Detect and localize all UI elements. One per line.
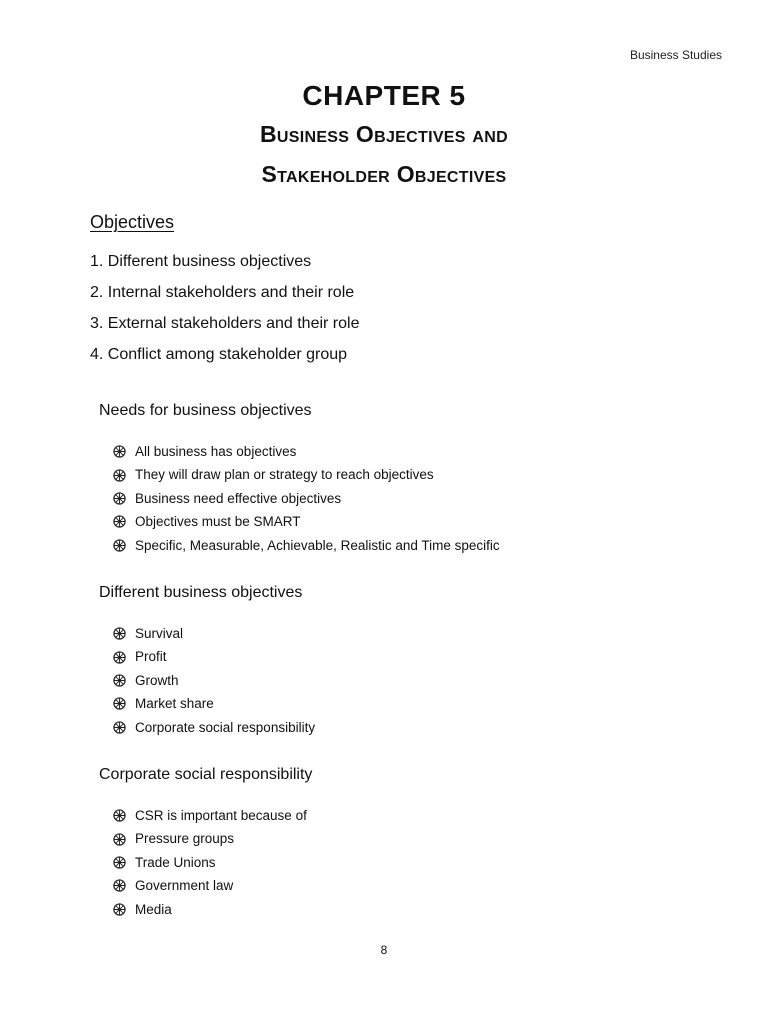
- bullet-text: Survival: [135, 626, 184, 641]
- wheel-bullet-icon: [113, 879, 126, 892]
- section-bullets-different-objectives: [113, 622, 315, 739]
- page-number: 8: [380, 943, 388, 957]
- bullet-text: Profit: [135, 649, 167, 665]
- wheel-bullet-icon: [113, 469, 126, 482]
- chapter-title: CHAPTER 5: [302, 80, 466, 111]
- bullet-item: [113, 510, 500, 533]
- bullet-text: Specific, Measurable, Achievable, Realistic and Time specific: [135, 537, 500, 553]
- bullet-item: [113, 487, 500, 510]
- bullet-text: Media: [135, 901, 172, 917]
- bullet-text: Objectives must be SMART: [135, 514, 301, 530]
- wheel-bullet-icon: [113, 445, 126, 458]
- bullet-text: Business need effective objectives: [135, 490, 342, 506]
- wheel-bullet-icon: [113, 833, 126, 846]
- bullet-text: All business has objectives: [135, 444, 297, 459]
- bullet-item: [113, 463, 500, 486]
- page-header: Business Studies: [629, 48, 722, 62]
- bullet-item: [113, 440, 500, 463]
- bullet-text: Pressure groups: [135, 831, 235, 847]
- bullet-item: [113, 692, 315, 715]
- bullet-text: Corporate social responsibility: [135, 719, 316, 735]
- section-title-csr: Corporate social responsibility: [99, 766, 313, 783]
- bullet-item: [113, 645, 315, 668]
- bullet-item: [113, 669, 315, 692]
- bullet-text: They will draw plan or strategy to reach objectives: [135, 467, 434, 483]
- bullet-item: [113, 898, 307, 921]
- section-title-different-objectives: Different business objectives: [99, 584, 303, 601]
- bullet-item: [113, 827, 307, 850]
- objective-item: 3. External stakeholders and their role: [90, 315, 360, 332]
- wheel-bullet-icon: [113, 492, 126, 505]
- wheel-bullet-icon: [113, 721, 126, 734]
- wheel-bullet-icon: [113, 903, 126, 916]
- chapter-subtitle-line-2: Stakeholder Objectives: [261, 161, 507, 187]
- bullet-text: Market share: [135, 696, 214, 712]
- section-bullets-csr: [113, 804, 307, 921]
- bullet-item: [113, 716, 315, 739]
- objective-item: 1. Different business objectives: [90, 253, 312, 270]
- bullet-text: Trade Unions: [135, 854, 216, 870]
- section-bullets-needs: [113, 440, 500, 557]
- objective-item: 4. Conflict among stakeholder group: [90, 346, 348, 363]
- chapter-subtitle-line-1: Business Objectives and: [259, 121, 508, 147]
- bullet-item: [113, 851, 307, 874]
- bullet-item: [113, 534, 500, 557]
- section-title-needs: Needs for business objectives: [99, 402, 312, 419]
- wheel-bullet-icon: [113, 809, 126, 822]
- objective-item: 2. Internal stakeholders and their role: [90, 284, 355, 301]
- objectives-list: [90, 246, 359, 370]
- bullet-item: [113, 874, 307, 897]
- wheel-bullet-icon: [113, 539, 126, 552]
- wheel-bullet-icon: [113, 697, 126, 710]
- wheel-bullet-icon: [113, 651, 126, 664]
- bullet-item: [113, 804, 307, 827]
- wheel-bullet-icon: [113, 856, 126, 869]
- bullet-text: Government law: [135, 878, 234, 894]
- bullet-text: CSR is important because of: [135, 808, 307, 823]
- bullet-text: Growth: [135, 672, 179, 688]
- wheel-bullet-icon: [113, 515, 126, 528]
- wheel-bullet-icon: [113, 674, 126, 687]
- bullet-item: [113, 622, 315, 645]
- title-block: [0, 78, 768, 194]
- wheel-bullet-icon: [113, 627, 126, 640]
- objectives-heading: Objectives: [90, 212, 175, 232]
